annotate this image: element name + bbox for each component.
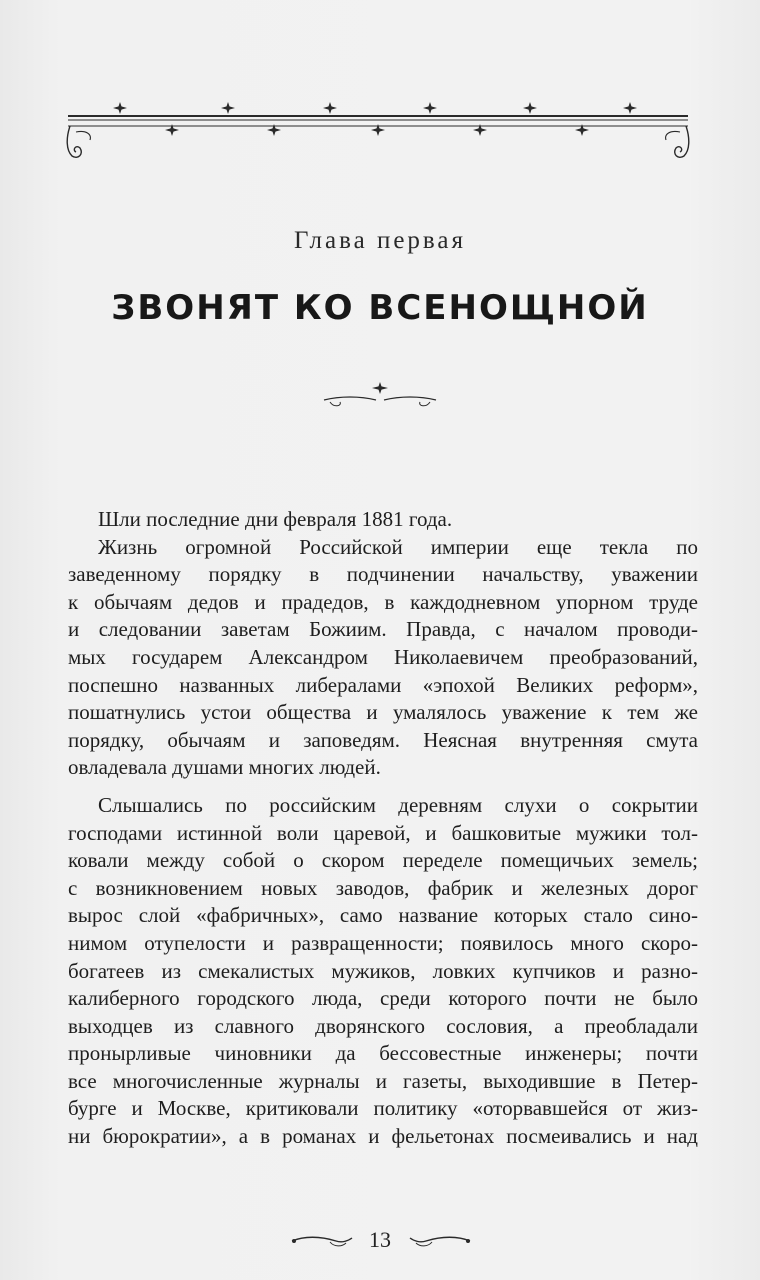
text-line: вырос слой «фабричных», само название которых стало сино- — [68, 903, 698, 928]
text-line: ни бюрократии», а в романах и фельетонах посмеивались и над — [68, 1124, 698, 1149]
text-line: пронырливые чиновники да бессовестные инженеры; почти — [68, 1041, 698, 1066]
text-line: богатеев из смекалистых мужиков, ловких купчиков и разно- — [68, 958, 698, 983]
text-line: Слышались по российским деревням слухи о сокрытии — [98, 792, 698, 817]
chapter-body — [68, 506, 698, 1151]
text-line: выходцев из славного дворянского сословия, а преобладали — [68, 1013, 698, 1038]
text-line: овладевала душами многих людей. — [68, 755, 381, 780]
text-line: порядку, обычаям и заповедям. Неясная внутренняя смута — [68, 727, 698, 752]
text-line: калиберного городского люда, среди которого почти не было — [68, 986, 698, 1011]
text-line: мых государем Александром Николаевичем преобразований, — [68, 644, 698, 669]
text-line: ковали между собой о скором переделе помещичьих земель; — [68, 848, 698, 873]
chapter-title: ЗВОНЯТ КО ВСЕНОЩНОЙ — [111, 288, 649, 328]
right-flourish-ornament — [406, 1232, 472, 1250]
text-line: и следовании заветам Божиим. Правда, с началом проводи- — [68, 617, 698, 642]
page-number: 13 — [369, 1227, 391, 1252]
text-line: заведенному порядку в подчинении начальству, уважении — [68, 562, 698, 587]
chapter-label: Глава первая — [293, 227, 466, 254]
text-line: бурге и Москве, критиковали политику «оторвавшейся от жиз- — [68, 1096, 698, 1121]
text-line: пошатнулись устои общества и умалялось уважение к тем же — [68, 700, 698, 725]
text-line: Шли последние дни февраля 1881 года. — [98, 507, 453, 531]
text-line: нимом отупелости и развращенности; появилось много скоро- — [68, 930, 698, 955]
page-footer — [0, 1224, 760, 1256]
text-line: Жизнь огромной Российской империи еще текла по — [98, 534, 698, 559]
text-line: господами истинной воли царевой, и башковитые мужики тол- — [68, 820, 698, 845]
text-line: поспешно названных либералами «эпохой Великих реформ», — [68, 672, 698, 697]
text-line: к обычаям дедов и прадедов, в каждодневном упорном труде — [68, 589, 698, 614]
header-ornament — [62, 98, 694, 168]
text-line: все многочисленные журналы и газеты, выходившие в Петер- — [68, 1068, 698, 1093]
title-divider-ornament — [320, 378, 440, 412]
text-line: с возникновением новых заводов, фабрик и железных дорог — [68, 875, 698, 900]
